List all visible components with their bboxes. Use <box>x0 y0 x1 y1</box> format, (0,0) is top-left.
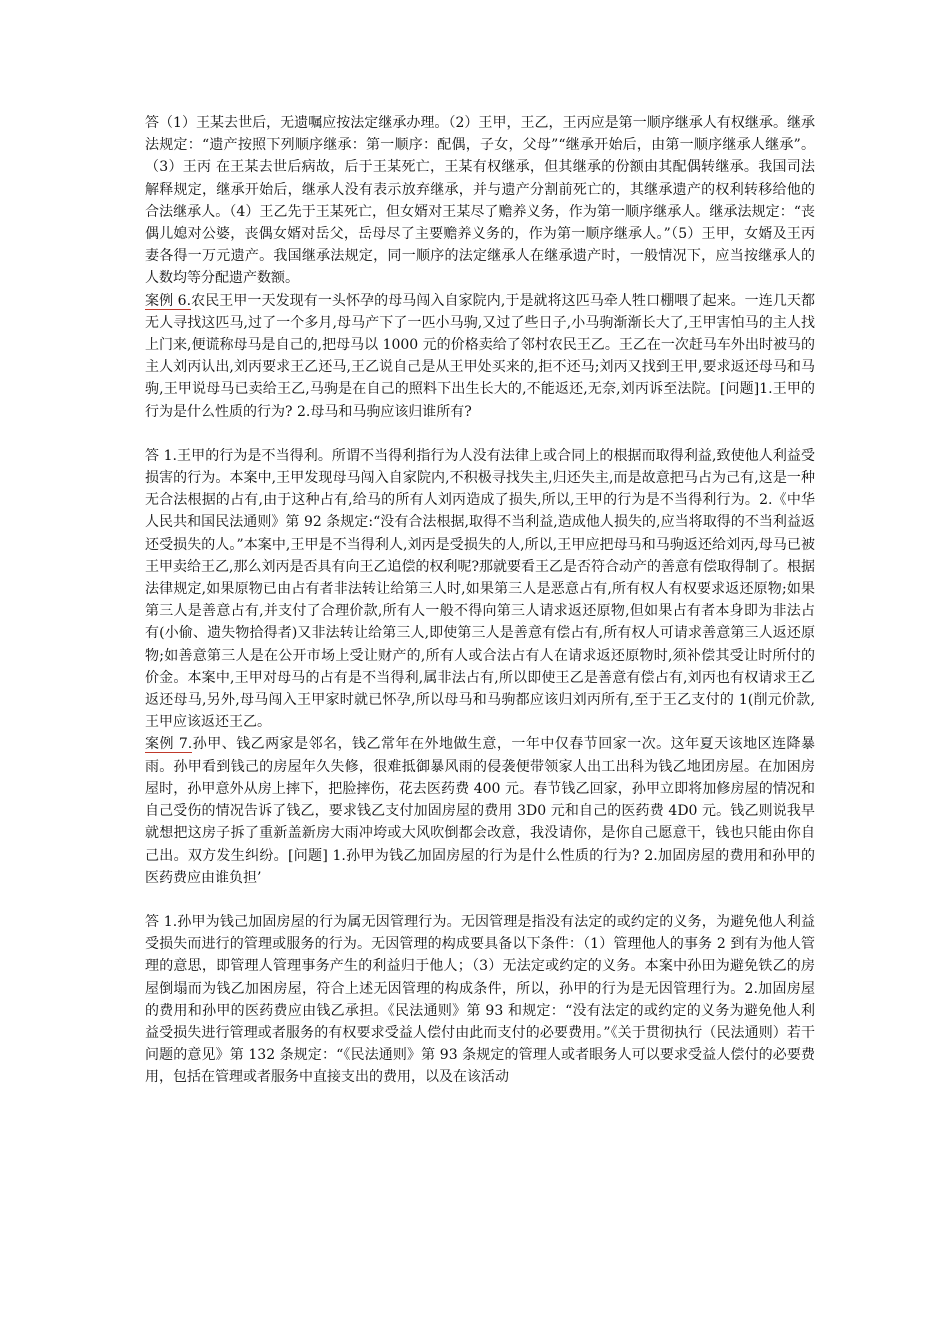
case-label-7: 案例 7. <box>145 736 193 753</box>
paragraph-gap <box>145 889 815 911</box>
case-label-6: 案例 6. <box>145 292 192 309</box>
case-text-7: 孙甲、钱乙两家是邻名，钱乙常年在外地做生意，一年中仅春节回家一次。这年夏天该地区连降暴雨。孙甲看到钱己的房屋年久失修，很难抵御暴风雨的侵袭便带领家人出工出科为钱乙地团房屋。在加困房屋时，孙甲意外从房上摔下，把脸摔伤，花去医药费 400 元。春节钱乙回家，孙甲立即将加修房屋的情况和自己受伤的情况告诉了钱乙，要求钱乙支付加固房屋的费用 3D0 元和自己的医药费 4D0 元。钱乙则说我早就想把这房子拆了重新盖新房大雨冲垮或大风吹倒都会改意，我没请你，是你自己愿意干，钱也只能由你自己出。双方发生纠纷。[问题] 1.孙甲为钱乙加固房屋的行为是什么性质的行为? 2.加固房屋的费用和孙甲的医药费应由谁负担’ <box>145 736 816 886</box>
answer-paragraph-7: 答 1.孙甲为钱己加固房屋的行为属无因管理行为。无因管理是指没有法定的或约定的义务，为避免他人利益受损失而进行的管理或服务的行为。无因管理的构成要具备以下条件：（1）管理他人的事务 2 到有为他人管理的意思，即管理人管理事务产生的利益归于他人；（3）无法定或约定的义务。本案中孙田为避免铁乙的房屋倒塌而为钱乙加困房屋，符合上述无因管理的构成条件，所以，孙甲的行为是无因管理行为。2.加固房屋的费用和孙甲的医药费应由钱乙承担。《民法通则》第 93 和规定：“没有法定的或约定的义务为避免他人利益受损失进行管理或者服务的有权要求受益人偿付由此而支付的必要费用。”《关于贯彻执行（民法通则）若干问题的意见》第 132 条规定：“《民法通则》第 93 条规定的管理人或者眼务人可以要求受益人偿付的必要费用，包括在管理或者服务中直接支出的费用，以及在该活动 <box>145 913 815 1086</box>
paragraph-gap <box>145 423 815 445</box>
document-body <box>145 112 815 1089</box>
answer-paragraph-5: 答（1）王某去世后，无遗嘱应按法定继承办理。（2）王甲，王乙，王丙应是第一顺序继承人有权继承。继承法规定：“遗产按照下列顺序继承：第一顺序：配偶，子女，父母”“继承开始后，由第一顺序继承人继承”。（3）王丙 在王某去世后病故，后于王某死亡，王某有权继承，但其继承的份额由其配偶转继承。我国司法解释规定，继承开始后，继承人没有表示放弃继承，并与遗产分割前死亡的，其继承遗产的权利转移给他的合法继承人。（4）王乙先于王某死亡，但女婿对王某尽了赡养义务，作为第一顺序继承人。继承法规定：“丧偶儿媳对公婆，丧偶女婿对岳父，岳母尽了主要赡养义务的，作为第一顺序继承人。”（5）王甲，女婿及王丙妻各得一万元遗产。我国继承法规定，同一顺序的法定继承人在继承遗产时，一般情况下，应当按继承人的人数均等分配遗产数额。 <box>145 115 815 287</box>
case-text-6: 农民王甲一天发现有一头怀孕的母马闯入自家院内,于是就将这匹马牵人牲口棚喂了起来。一连几天都无人寻找这匹马,过了一个多月,母马产下了一匹小马驹,又过了些日子,小马驹渐渐长大了,王甲害怕马的主人找上门来,便谎称母马是自己的,把母马以 1000 元的价格卖给了邻村农民王乙。王乙在一次赶马车外出时被马的主人刘丙认出,刘丙要求王乙还马,王乙说自己是从王甲处买来的,拒不还马;刘丙又找到王甲,要求返还母马和马驹,王甲说母马已卖给王乙,马驹是在自己的照料下出生长大的,不能返还,无奈,刘丙诉至法院。[问题]1.王甲的行为是什么性质的行为? 2.母马和马驹应该归谁所有? <box>145 292 815 420</box>
case-paragraph-7 <box>145 733 815 888</box>
answer-paragraph-6: 答 1.王甲的行为是不当得利。所谓不当得利指行为人没有法律上或合同上的根据而取得利益,致使他人利益受损害的行为。本案中,王甲发现母马闯入自家院内,不积极寻找失主,归还失主,而是故意把马占为己有,这是一种无合法根据的占有,由于这种占有,给马的所有人刘丙造成了损失,所以,王甲的行为是不当得利行为。2.《中华人民共和国民法通则》第 92 条规定:“没有合法根据,取得不当利益,造成他人损失的,应当将取得的不当利益返还受损失的人。”本案中,王甲是不当得利人,刘丙是受损失的人,所以,王甲应把母马和马驹返还给刘丙,母马已被王甲卖给王乙,那么刘丙是否具有向王乙追偿的权利呢?那就要看王乙是否符合动产的善意有偿取得制了。根据法律规定,如果原物已由占有者非法转让给第三人时,如果第三人是恶意占有,所有权人有权要求返还原物;如果第三人是善意占有,并支付了合理价款,所有人一般不得向第三人请求返还原物,但如果占有者本身即为非法占有(小偷、遗失物拾得者)又非法转让给第三人,即使第三人是善意有偿占有,所有权人可请求善意第三人返还原物;如善意第三人是在公开市场上受让财产的,所有人或合法占有人在请求返还原物时,须补偿其受让时所付的价金。本案中,王甲对母马的占有是不当得利,属非法占有,所以即使王乙是善意有偿占有,刘丙也有权请求王乙返还母马,另外,母马闯入王甲家时就已怀孕,所以母马和马驹都应该归刘丙所有,至于王乙支付的 1(削元价款,王甲应该返还王乙。 <box>145 447 815 731</box>
case-paragraph-6 <box>145 290 815 423</box>
